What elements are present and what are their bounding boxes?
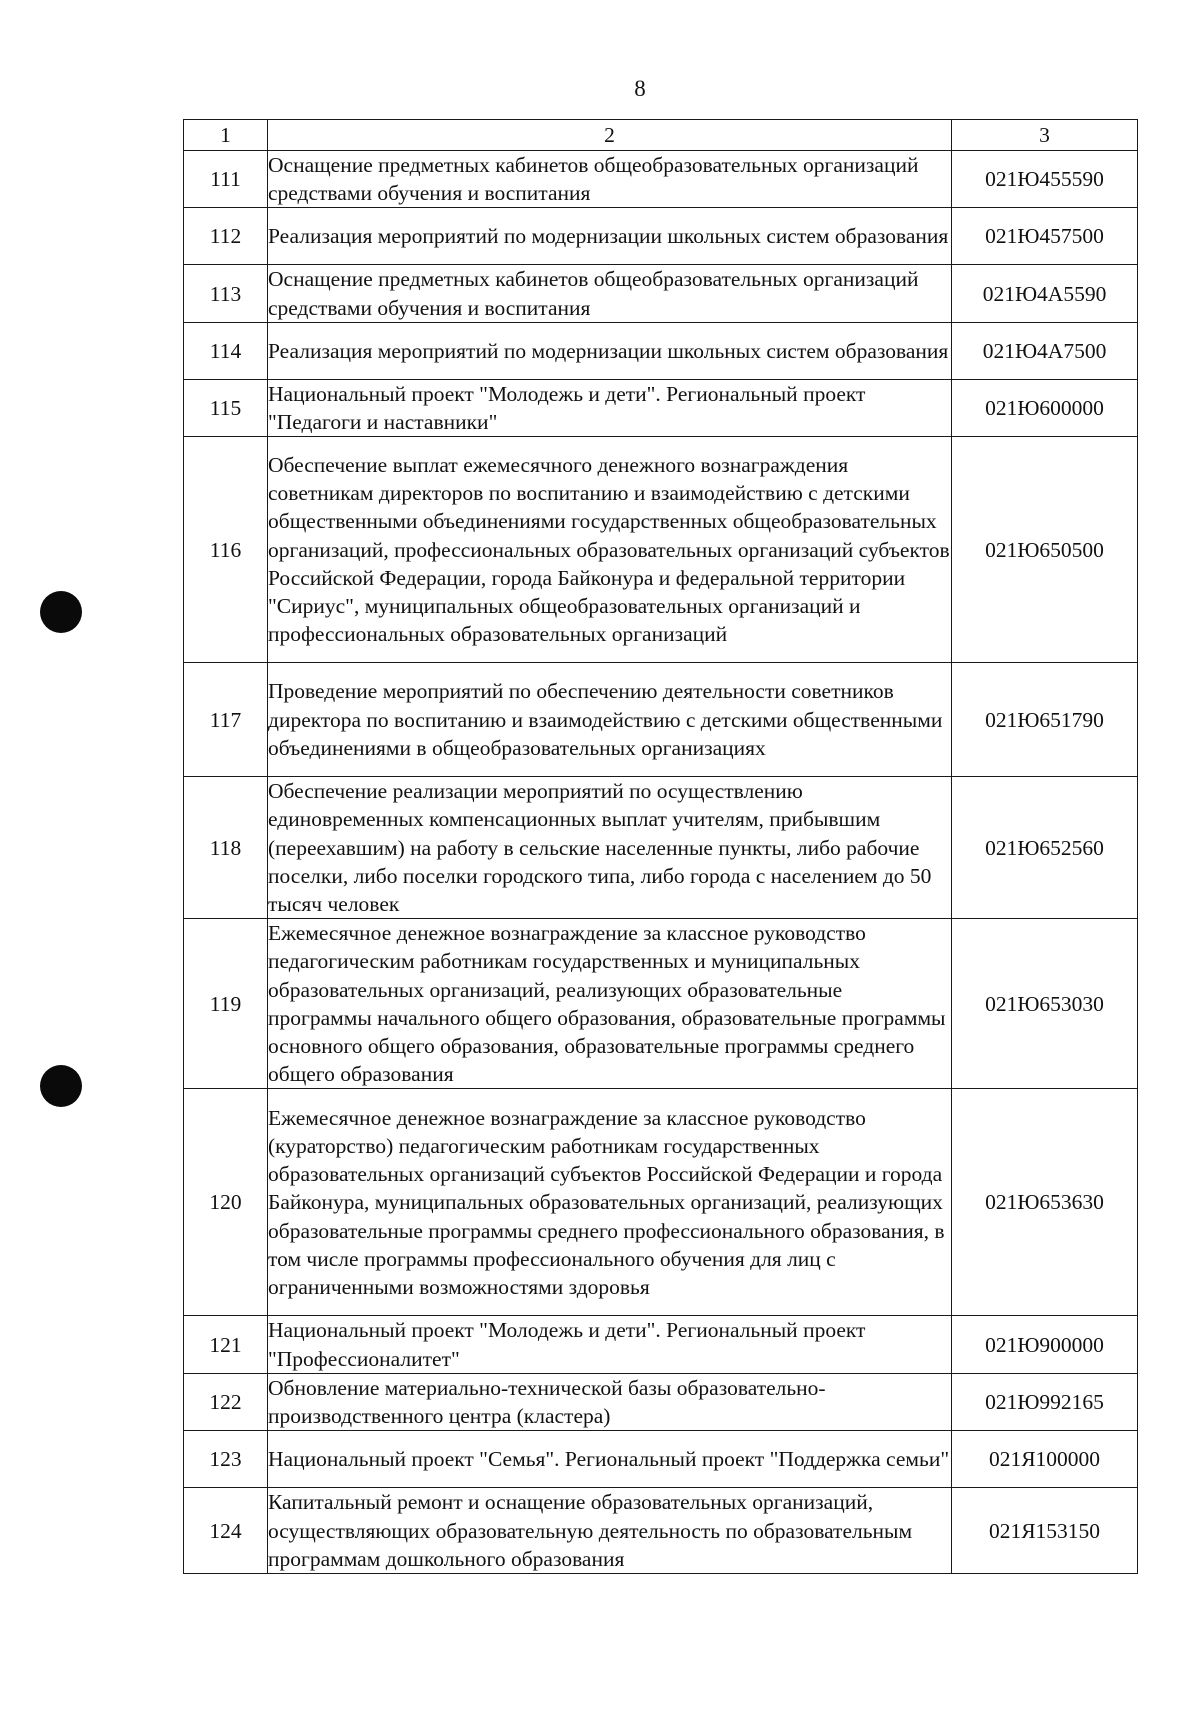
table-row [184, 919, 1138, 1089]
row-code: 021Ю4А7500 [952, 322, 1138, 379]
row-number: 119 [184, 919, 268, 1089]
page-number: 8 [634, 76, 646, 101]
row-number: 118 [184, 777, 268, 919]
row-code: 021Ю650500 [952, 437, 1138, 663]
row-code: 021Ю992165 [952, 1373, 1138, 1430]
table-header-row [184, 120, 1138, 151]
budget-classification-table [183, 119, 1138, 1574]
row-number: 111 [184, 151, 268, 208]
row-description: Национальный проект "Семья". Региональный проект "Поддержка семьи" [268, 1431, 952, 1488]
table-row [184, 1316, 1138, 1373]
row-code: 021Ю651790 [952, 663, 1138, 777]
row-number: 120 [184, 1089, 268, 1316]
table-row [184, 1431, 1138, 1488]
row-number: 112 [184, 208, 268, 265]
row-code: 021Я100000 [952, 1431, 1138, 1488]
punch-hole-mark [40, 591, 82, 633]
row-code: 021Ю4А5590 [952, 265, 1138, 322]
row-code: 021Ю600000 [952, 379, 1138, 436]
table-row [184, 1373, 1138, 1430]
header-col-2: 2 [268, 120, 952, 151]
row-description: Обеспечение реализации мероприятий по осуществлению единовременных компенсационных выплат учителям, прибывшим (переехавшим) на работу в сельские населенные пункты, либо рабочие поселки, либо поселки городского типа, либо города с населением до 50 тысяч человек [268, 777, 952, 919]
table-row [184, 208, 1138, 265]
row-description: Ежемесячное денежное вознаграждение за классное руководство (кураторство) педагогическим работникам государственных образовательных организаций субъектов Российской Федерации и города Байконура, муниципальных образовательных организаций, реализующих образовательные программы среднего профессионального образования, в том числе программы профессионального обучения для лиц с ограниченными возможностями здоровья [268, 1089, 952, 1316]
row-number: 116 [184, 437, 268, 663]
row-description: Оснащение предметных кабинетов общеобразовательных организаций средствами обучения и воспитания [268, 151, 952, 208]
row-number: 123 [184, 1431, 268, 1488]
table-row [184, 265, 1138, 322]
row-description: Национальный проект "Молодежь и дети". Региональный проект "Профессионалитет" [268, 1316, 952, 1373]
row-number: 114 [184, 322, 268, 379]
table-row [184, 663, 1138, 777]
row-description: Оснащение предметных кабинетов общеобразовательных организаций средствами обучения и воспитания [268, 265, 952, 322]
row-number: 122 [184, 1373, 268, 1430]
row-code: 021Ю457500 [952, 208, 1138, 265]
header-col-1: 1 [184, 120, 268, 151]
row-number: 113 [184, 265, 268, 322]
row-code: 021Ю653030 [952, 919, 1138, 1089]
row-description: Национальный проект "Молодежь и дети". Региональный проект "Педагоги и наставники" [268, 379, 952, 436]
table-row [184, 322, 1138, 379]
row-code: 021Ю455590 [952, 151, 1138, 208]
row-description: Капитальный ремонт и оснащение образовательных организаций, осуществляющих образовательную деятельность по образовательным программам дошкольного образования [268, 1488, 952, 1574]
row-number: 121 [184, 1316, 268, 1373]
table-row [184, 1089, 1138, 1316]
row-description: Реализация мероприятий по модернизации школьных систем образования [268, 322, 952, 379]
punch-hole-mark [40, 1065, 82, 1107]
table-row [184, 777, 1138, 919]
row-description: Проведение мероприятий по обеспечению деятельности советников директора по воспитанию и взаимодействию с детскими общественными объединениями в общеобразовательных организациях [268, 663, 952, 777]
row-description: Обновление материально-технической базы образовательно-производственного центра (кластера) [268, 1373, 952, 1430]
row-code: 021Ю900000 [952, 1316, 1138, 1373]
row-number: 124 [184, 1488, 268, 1574]
row-number: 115 [184, 379, 268, 436]
table-row [184, 379, 1138, 436]
row-description: Реализация мероприятий по модернизации школьных систем образования [268, 208, 952, 265]
row-code: 021Ю652560 [952, 777, 1138, 919]
table-row [184, 151, 1138, 208]
row-code: 021Ю653630 [952, 1089, 1138, 1316]
row-number: 117 [184, 663, 268, 777]
table-row [184, 1488, 1138, 1574]
row-code: 021Я153150 [952, 1488, 1138, 1574]
row-description: Обеспечение выплат ежемесячного денежного вознаграждения советникам директоров по воспитанию и взаимодействию с детскими общественными объединениями государственных общеобразовательных организаций, профессиональных образовательных организаций субъектов Российской Федерации, города Байконура и федеральной территории "Сириус", муниципальных общеобразовательных организаций и профессиональных образовательных организаций [268, 437, 952, 663]
header-col-3: 3 [952, 120, 1138, 151]
table-row [184, 437, 1138, 663]
row-description: Ежемесячное денежное вознаграждение за классное руководство педагогическим работникам государственных и муниципальных образовательных организаций, реализующих образовательные программы начального общего образования, образовательные программы основного общего образования, образовательные программы среднего общего образования [268, 919, 952, 1089]
